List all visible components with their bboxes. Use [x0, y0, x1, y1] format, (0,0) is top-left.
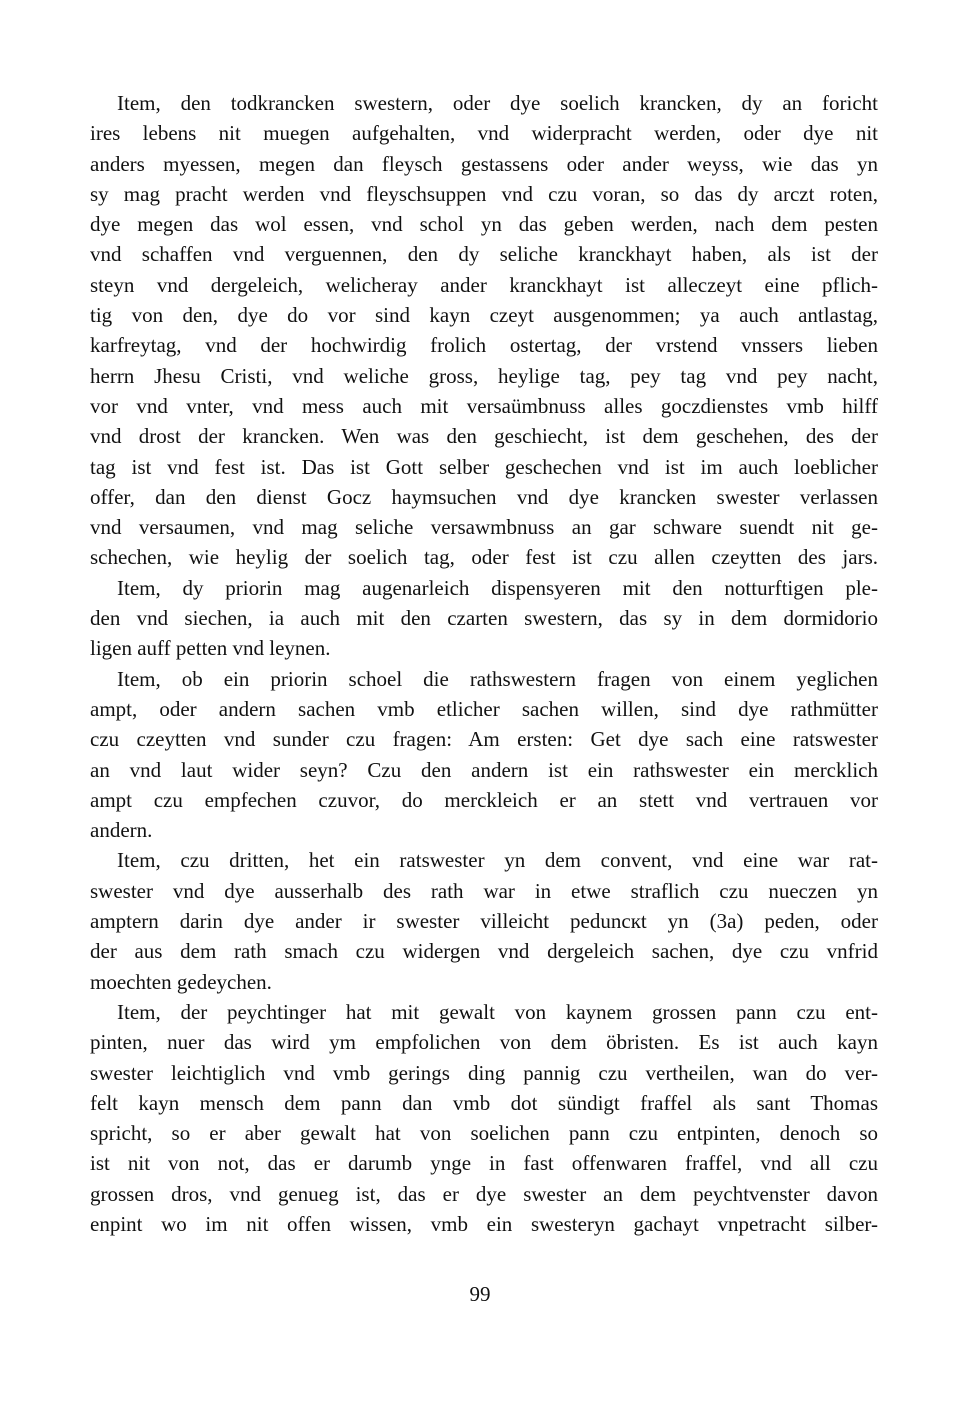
- text-line: an vnd laut wider seyn? Czu den andern ist ein rathswester ein mercklich: [90, 757, 878, 782]
- text-line: tig von den, dye do vor sind kayn czeyt ausgenommen; ya auch antlastag,: [90, 303, 878, 328]
- text-line: Item, ob ein priorin schoel die rathswestern fragen von einem yeglichen: [117, 666, 878, 691]
- text-line: vnd drost der krancken. Wen was den geschiecht, ist dem geschehen, des der: [90, 424, 878, 449]
- text-line: swester vnd dye ausserhalb des rath war in etwe straflich czu nueczen yn: [90, 878, 878, 903]
- text-line: dye megen das wol essen, vnd schol yn das geben werden, nach dem pesten: [90, 212, 878, 237]
- text-line: ampt, oder andern sachen vmb etlicher sachen willen, sind dye rathmütter: [90, 696, 878, 721]
- text-line: czu czeytten vnd sunder czu fragen: Am ersten: Get dye sach eine ratswester: [90, 727, 878, 752]
- text-line: sy mag pracht werden vnd fleyschsuppen vnd czu voran, so das dy arczt roten,: [90, 181, 878, 206]
- text-line: Item, dy priorin mag augenarleich dispensyeren mit den notturftigen ple-: [117, 575, 878, 600]
- text-line: karfreytag, vnd der hochwirdig frolich ostertag, der vrstend vnssers lieben: [90, 333, 878, 358]
- text-line: tag ist vnd fest ist. Das ist Gott selber geschechen vnd ist im auch loeblicher: [90, 454, 878, 479]
- text-line: Item, der peychtinger hat mit gewalt von kaynem grossen pann czu ent-: [117, 999, 878, 1024]
- page-number: 99: [469, 1282, 491, 1306]
- text-line: ligen auff petten vnd leynen.: [90, 636, 331, 661]
- text-line: Item, den todkrancken swestern, oder dye soelich krancken, dy an foricht: [117, 91, 878, 115]
- body-text: [90, 88, 878, 1239]
- text-line: Item, czu dritten, het ein ratswester yn dem convent, vnd eine war rat-: [117, 848, 878, 873]
- text-line: den vnd siechen, ia auch mit den czarten swestern, das sy in dem dormidorio: [90, 606, 878, 631]
- text-line: herrn Jhesu Cristi, vnd weliche gross, heylige tag, pey tag vnd pey nacht,: [90, 363, 878, 388]
- text-line: ires lebens nit muegen aufgehalten, vnd widerpracht werden, oder dye nit: [90, 121, 878, 146]
- text-line: spricht, so er aber gewalt hat von soelichen pann czu entpinten, denoch so: [90, 1121, 878, 1146]
- text-line: vnd versaumen, vnd mag seliche versawmbnuss an gar schware suendt nit ge-: [90, 515, 878, 540]
- text-line: pinten, nuer das wird ym empfolichen von dem öbristen. Es ist auch kayn: [90, 1030, 878, 1055]
- text-line: vor vnd vnter, vnd mess auch mit versaümbnuss alles goczdienstes vmb hilff: [90, 393, 878, 418]
- text-line: amptern darin dye ander ir swester villeicht peduncкt yn (3a) peden, oder: [90, 909, 878, 934]
- text-line: anders myessen, megen dan fleysch gestassens oder ander weyss, wie das yn: [90, 151, 878, 176]
- text-line: schechen, wie heylig der soelich tag, oder fest ist czu allen czeytten des jars.: [90, 545, 878, 570]
- text-line: der aus dem rath smach czu widergen vnd dergeleich sachen, dye czu vnfrid: [90, 939, 878, 964]
- text-line: steyn vnd dergeleich, welicheray ander kranckhayt ist alleczeyt eine pflich-: [90, 272, 878, 297]
- text-line: enpint wo im nit offen wissen, vmb ein swesteryn gachayt vnpetracht silber-: [90, 1211, 878, 1236]
- text-line: vnd schaffen vnd verguennen, den dy seliche kranckhayt haben, als ist der: [90, 242, 878, 267]
- text-line: grossen dros, vnd genueg ist, das er dye swester an dem peychtvenster davon: [90, 1181, 878, 1206]
- text-line: moechten gedeychen.: [90, 969, 272, 994]
- text-line: ampt czu empfechen czuvor, do merckleich er an stett vnd vertrauen vor: [90, 787, 878, 812]
- text-line: swester leichtiglich vnd vmb gerings ding pannig czu vertheilen, wan do ver-: [90, 1060, 878, 1085]
- text-line: felt kayn mensch dem pann dan vmb dot sündigt fraffel als sant Thomas: [90, 1090, 878, 1115]
- text-line: offer, dan den dienst Gocz haymsuchen vnd dye krancken swester verlassen: [90, 484, 878, 509]
- text-line: andern.: [90, 818, 153, 843]
- text-line: ist nit von not, das er darumb ynge in fast offenwaren fraffel, vnd all czu: [90, 1151, 878, 1176]
